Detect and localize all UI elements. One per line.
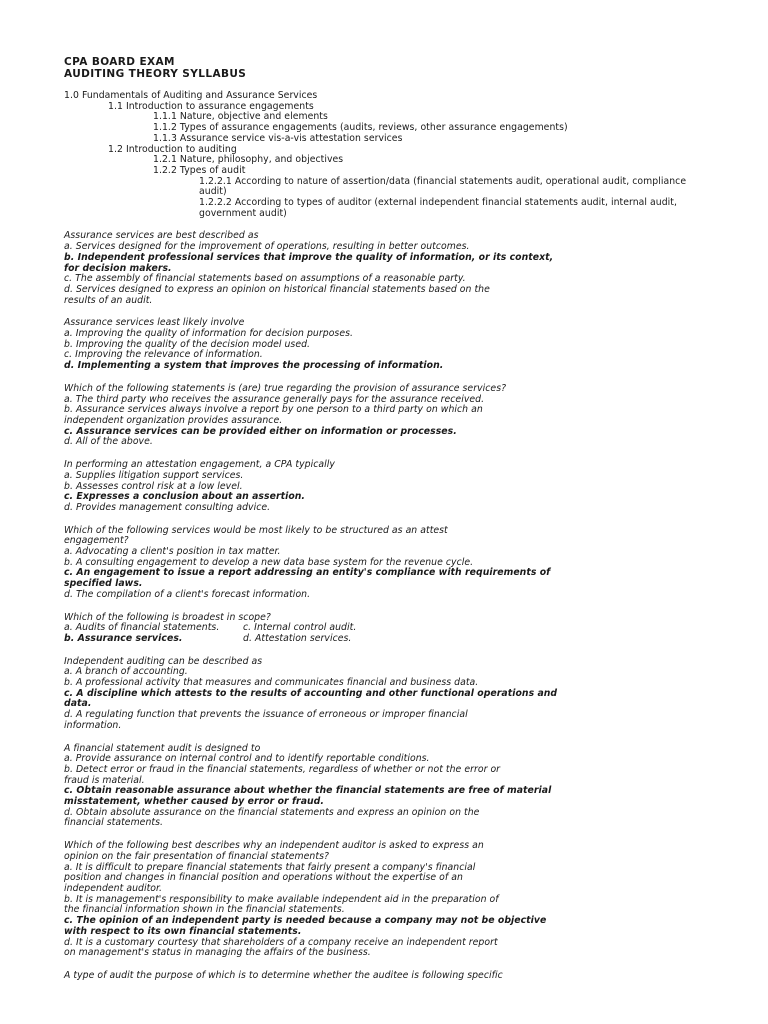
syllabus-item: 1.2.1 Nature, philosophy, and objectives <box>153 154 344 166</box>
question-block <box>64 613 704 645</box>
answer-option: d. Services designed to express an opinion on historical financial statements based on the results of an audit. <box>64 283 490 306</box>
answer-option: d. Obtain absolute assurance on the financial statements and express an opinion on the financial statements. <box>64 806 480 829</box>
question-block <box>64 318 704 372</box>
answer-option: b. A consulting engagement to develop a new data base system for the revenue cycle. <box>64 556 474 568</box>
answer-option: a. Services designed for the improvement of operations, resulting in better outcomes. <box>64 241 470 253</box>
syllabus-item: 1.0 Fundamentals of Auditing and Assurance Services <box>64 90 318 101</box>
question-stem: A financial statement audit is designed to <box>64 742 261 754</box>
question-stem: In performing an attestation engagement, a CPA typically <box>64 459 335 471</box>
answer-option-correct: c. Obtain reasonable assurance about whether the financial statements are free of material misstatement, whether caused by error or fraud. <box>64 785 552 808</box>
answer-option: d. It is a customary courtesy that shareholders of a company receive an independent report on management's status in managing the affairs of the business. <box>64 936 498 959</box>
syllabus-item: 1.2.2.1 According to nature of assertion/data (financial statements audit, operational audit, compliance audit) <box>199 175 687 198</box>
answer-option: b. Assurance services always involve a report by one person to a third party on which an independent organization provides assurance. <box>64 404 483 426</box>
answer-option: a. Provide assurance on internal control and to identify reportable conditions. <box>64 753 430 765</box>
answer-option: c. The assembly of financial statements based on assumptions of a reasonable party. <box>64 273 466 285</box>
answer-option: c. Internal control audit. <box>243 622 357 634</box>
question-block <box>64 384 704 448</box>
question-block <box>64 231 704 306</box>
answer-option-correct: c. Expresses a conclusion about an assertion. <box>64 491 306 503</box>
answer-option-correct: c. An engagement to issue a report addressing an entity's compliance with requirements of specified laws. <box>64 567 551 590</box>
answer-option: b. Assesses control risk at a low level. <box>64 480 243 492</box>
doc-title: CPA BOARD EXAM <box>64 56 175 68</box>
option-row <box>64 634 704 645</box>
question-block <box>64 744 704 830</box>
question-stem: Which of the following is broadest in scope? <box>64 611 271 623</box>
answer-option: a. Advocating a client's position in tax matter. <box>64 546 281 558</box>
answer-option-correct: c. A discipline which attests to the results of accounting and other functional operations and data. <box>64 687 558 710</box>
question-stem: A type of audit the purpose of which is to determine whether the auditee is following specific <box>64 969 503 981</box>
question-block <box>64 526 704 601</box>
answer-option-correct: b. Assurance services. <box>64 632 183 644</box>
answer-option: b. Improving the quality of the decision model used. <box>64 338 311 350</box>
syllabus-item: 1.2.2 Types of audit <box>153 164 246 176</box>
syllabus-item: 1.1.1 Nature, objective and elements <box>153 111 328 123</box>
question-list <box>64 231 704 981</box>
question-stem: Which of the following services would be most likely to be structured as an attest engagement? <box>64 524 448 547</box>
answer-option-correct: b. Independent professional services that improve the quality of information, or its context, for decision makers. <box>64 251 554 274</box>
question-stem: Assurance services are best described as <box>64 230 259 242</box>
syllabus-item: 1.2 Introduction to auditing <box>108 143 237 155</box>
answer-option: a. Audits of financial statements. <box>64 622 220 634</box>
syllabus-item: 1.1.3 Assurance service vis-a-vis attestation services <box>153 132 403 144</box>
question-block <box>64 460 704 514</box>
question-stem: Assurance services least likely involve <box>64 317 245 329</box>
question-stem: Which of the following best describes why an independent auditor is asked to express an opinion on the fair presentation of financial statements? <box>64 840 484 862</box>
answer-option: d. The compilation of a client's forecast information. <box>64 588 311 600</box>
answer-option: a. It is difficult to prepare financial statements that fairly present a company's financial position and changes in financial position and operations without the expertise of an independent auditor. <box>64 861 476 894</box>
syllabus-item: 1.1 Introduction to assurance engagements <box>108 100 314 112</box>
answer-option: b. It is management's responsibility to make available independent aid in the preparation of the financial information shown in the financial statements. <box>64 893 499 916</box>
answer-option: d. Provides management consulting advice. <box>64 501 271 513</box>
answer-option: d. All of the above. <box>64 436 153 448</box>
answer-option: a. The third party who receives the assurance generally pays for the assurance received. <box>64 393 485 405</box>
syllabus-item: 1.2.2.2 According to types of auditor (external independent financial statements audit, internal audit, government audit) <box>199 197 678 219</box>
question-block <box>64 657 704 732</box>
answer-option: a. Improving the quality of information for decision purposes. <box>64 328 353 340</box>
syllabus-outline <box>64 91 704 219</box>
answer-option: b. Detect error or fraud in the financial statements, regardless of whether or not the error or fraud is material. <box>64 763 501 786</box>
answer-option: a. A branch of accounting. <box>64 666 188 678</box>
answer-option-correct: c. The opinion of an independent party is needed because a company may not be objective with respect to its own financial statements. <box>64 915 547 937</box>
answer-option-correct: d. Implementing a system that improves the processing of information. <box>64 360 444 372</box>
document-page <box>64 56 704 982</box>
question-stem: Independent auditing can be described as <box>64 655 263 667</box>
answer-option: a. Supplies litigation support services. <box>64 469 244 481</box>
doc-subtitle: AUDITING THEORY SYLLABUS <box>64 68 247 80</box>
answer-option: d. A regulating function that prevents the issuance of erroneous or improper financial information. <box>64 709 468 731</box>
answer-option-correct: c. Assurance services can be provided either on information or processes. <box>64 425 457 437</box>
answer-option: d. Attestation services. <box>243 632 352 644</box>
syllabus-item: 1.1.2 Types of assurance engagements (audits, reviews, other assurance engagements) <box>153 122 568 134</box>
question-block <box>64 971 704 982</box>
answer-option: c. Improving the relevance of information. <box>64 349 263 361</box>
question-stem: Which of the following statements is (are) true regarding the provision of assurance services? <box>64 382 507 394</box>
question-block <box>64 841 704 959</box>
answer-option: b. A professional activity that measures and communicates financial and business data. <box>64 677 479 689</box>
